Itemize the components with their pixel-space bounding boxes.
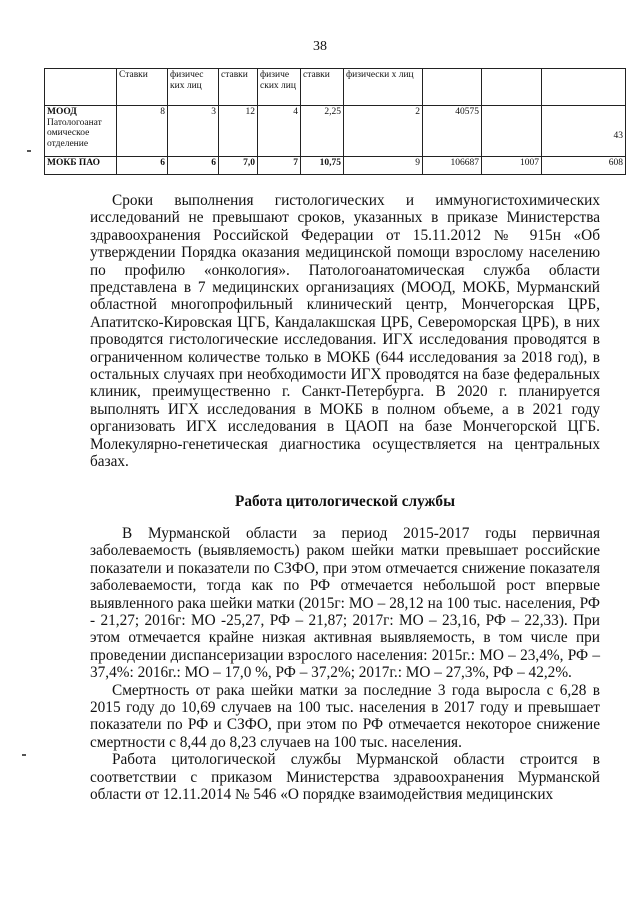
table-cell: 4 <box>258 106 301 157</box>
scan-mark <box>22 754 26 756</box>
table-cell: 2,25 <box>301 106 344 157</box>
org-subname: Патологоанат омическое отделение <box>47 117 102 149</box>
paragraph: В Мурманской области за период 2015-2017 годы первичная заболеваемость (выявляемость) раком шейки матки превышает российские показатели и показатели по СЗФО, при этом отмечается снижение показателя заболеваемости, тогда как по РФ отмечается небольшой рост впервые выявленного рака шейки матки (2015г: МО – 28,12 на 100 тыс. населения, РФ - 21,27; 2016г: МО -25,27, РФ – 21,87; 2017г: МО – 23,16, РФ – 22,33). При этом отмечается крайне низкая активная выявляемость, в том числе при проведении диспансеризации взрослого населения: 2015г.: МО – 23,4%, РФ – 37,4%: 2016г.: МО – 17,0 %, РФ – 37,2%; 2017г.: МО – 27,3%, РФ – 42,2%. <box>90 525 600 682</box>
table-cell: 6 <box>168 157 219 175</box>
table-row-label <box>45 106 117 157</box>
table-header-cell <box>45 69 117 106</box>
table-cell: 6 <box>117 157 168 175</box>
table-cell: 608 <box>542 157 626 175</box>
table-cell-value: 43 <box>613 131 623 141</box>
table-row <box>45 157 626 175</box>
table-row <box>45 106 626 157</box>
staff-table <box>44 68 626 175</box>
table-cell: 3 <box>168 106 219 157</box>
paragraph: Смертность от рака шейки матки за последние 3 года выросла с 6,28 в 2015 году до 10,69 случаев на 100 тыс. населения в 2017 году и превышает показатели по РФ и СЗФО, при этом по РФ отмечается некоторое снижение смертности с 8,44 до 8,23 случаев на 100 тыс. населения. <box>90 681 600 751</box>
scan-mark <box>27 150 31 152</box>
table-header-cell: физиче ских лиц <box>258 69 301 106</box>
table-cell: 2 <box>344 106 423 157</box>
table-header-cell <box>423 69 482 106</box>
table-header-cell: ставки <box>219 69 258 106</box>
table-cell: 12 <box>219 106 258 157</box>
table-cell: 40575 <box>423 106 482 157</box>
table-cell: 10,75 <box>301 157 344 175</box>
page-number: 38 <box>313 39 327 54</box>
table-cell: 8 <box>117 106 168 157</box>
table-header-cell: физичес ких лиц <box>168 69 219 106</box>
table-header-cell: Ставки <box>117 69 168 106</box>
table-header-cell: физически х лиц <box>344 69 423 106</box>
table-cell: 106687 <box>423 157 482 175</box>
org-name: МООД <box>47 107 77 117</box>
table-header-cell: ставки <box>301 69 344 106</box>
table-cell <box>482 106 542 157</box>
section-heading: Работа цитологической службы <box>234 493 456 510</box>
table-header-cell <box>542 69 626 106</box>
section-cytology <box>90 525 600 804</box>
paragraph: Работа цитологической службы Мурманской области строится в соответствии с приказом Министерства здравоохранения Мурманской области от 12.11.2014 № 546 «О порядке взаимодействия медицинских <box>90 751 600 804</box>
table-cell <box>542 106 626 157</box>
table-cell: 7,0 <box>219 157 258 175</box>
paragraph: Сроки выполнения гистологических и иммуногистохимических исследований не превышают сроков, указанных в приказе Министерства здравоохранения Российской Федерации от 15.11.2012 № 915н «Об утверждении Порядка оказания медицинской помощи взрослому населению по профилю «онкология». Патологоанатомическая служба области представлена в 7 медицинских организациях (МООД, МОКБ, Мурманский областной многопрофильный клинический центр, Мончегорская ЦРБ, Апатитско-Кировская ЦГБ, Кандалакшская ЦРБ, Североморская ЦРБ), в них проводятся гистологические исследования. ИГХ исследования проводятся в ограниченном количестве только в МОКБ (644 исследования за 2018 год), в остальных случаях при необходимости ИГХ проводятся на базе федеральных клиник, преимущественно г. Санкт-Петербурга. В 2020 г. планируется выполнять ИГХ исследования в МОКБ в полном объеме, а в 2021 году организовать ИГХ исследования в ЦАОП на базе Мончегорской ЦГБ. Молекулярно-генетическая диагностика осуществляется на центральных базах. <box>90 192 600 471</box>
table-header-row <box>45 69 626 106</box>
org-name: МОКБ ПАО <box>45 157 117 175</box>
table-cell: 7 <box>258 157 301 175</box>
table-cell: 9 <box>344 157 423 175</box>
table-cell: 1007 <box>482 157 542 175</box>
table-header-cell <box>482 69 542 106</box>
section-pathology <box>90 192 600 471</box>
